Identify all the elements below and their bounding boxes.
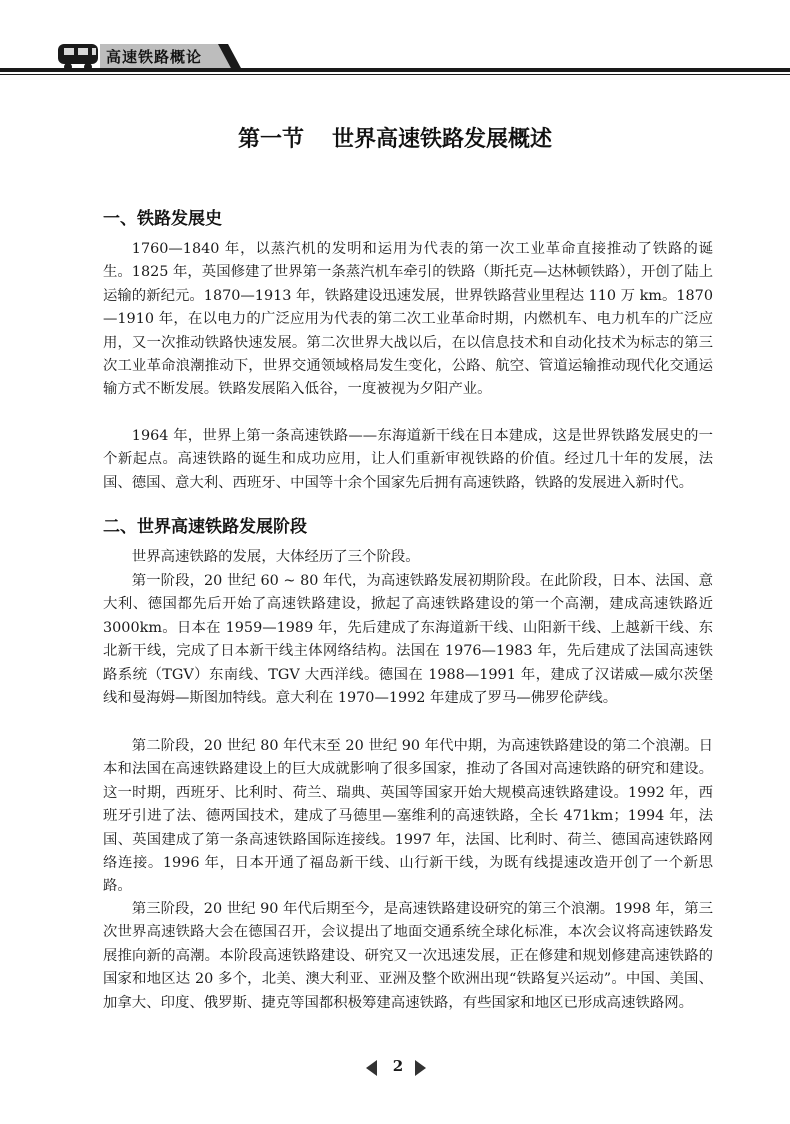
book-title: 高速铁路概论 xyxy=(106,48,203,66)
paragraph: 1760—1840 年，以蒸汽机的发明和运用为代表的第一次工业革命直接推动了铁路的诞生。1825 年，英国修建了世界第一条蒸汽机车牵引的铁路（斯托克—达林顿铁路），开创了陆上运输的新纪元。1870—1913 年，铁路建设迅速发展，世界铁路营业里程达 110 万 km。1870—1910 年，在以电力的广泛应用为代表的第二次工业革命时期，内燃机车、电力机车的广泛应用，又一次推动铁路快速发展。第二次世界大战以后，在以信息技术和自动化技术为标志的第三次工业革命浪潮推动下，世界交通领域格局发生变化，公路、航空、管道运输推动现代化交通运输方式不断发展。铁路发展陷入低谷，一度被视为夕阳产业。 xyxy=(103,241,713,398)
subheading-hsr-stages: 二、世界高速铁路发展阶段 xyxy=(103,517,307,537)
paragraph: 1964 年，世界上第一条高速铁路——东海道新干线在日本建成，这是世界铁路发展史的一个新起点。高速铁路的诞生和成功应用，让人们重新审视铁路的价值。经过几十年的发展，法国、德国、意大利、西班牙、中国等十余个国家先后拥有高速铁路，铁路的发展进入新时代。 xyxy=(103,428,713,491)
paragraph: 第三阶段，20 世纪 90 年代后期至今，是高速铁路建设研究的第三个浪潮。1998 年，第三次世界高速铁路大会在德国召开，会议提出了地面交通系统全球化标准，本次会议将高速铁路发展推向新的高潮。本阶段高速铁路建设、研究又一次迅速发展，正在修建和规划修建高速铁路的国家和地区达 20 多个，北美、澳大利亚、亚洲及整个欧洲出现“铁路复兴运动”。中国、美国、加拿大、印度、俄罗斯、捷克等国都积极筹建高速铁路，有些国家和地区已形成高速铁路网。 xyxy=(103,901,713,1011)
triangle-right-icon xyxy=(415,1060,426,1076)
triangle-left-icon xyxy=(366,1060,377,1076)
subheading-railway-history: 一、铁路发展史 xyxy=(103,209,222,229)
paragraph: 第一阶段，20 世纪 60 ~ 80 年代，为高速铁路发展初期阶段。在此阶段，日本、法国、意大利、德国都先后开始了高速铁路建设，掀起了高速铁路建设的第一个高潮，建成高速铁路近 3000km。日本在 1959—1989 年，先后建成了东海道新干线、山阳新干线、上越新干线、东北新干线，完成了日本新干线主体网络结构。法国在 1976—1983 年，先后建成了法国高速铁路系统（TGV）东南线、TGV 大西洋线。德国在 1988—1991 年，建成了汉诺威—威尔茨堡线和曼海姆—斯图加特线。意大利在 1970—1992 年建成了罗马—佛罗伦萨线。 xyxy=(103,573,713,707)
header-rule-thin xyxy=(0,74,790,75)
section-number: 第一节 xyxy=(237,127,304,152)
train-icon xyxy=(56,38,104,72)
page-header xyxy=(0,0,790,80)
page-number: 2 xyxy=(392,1057,404,1075)
paragraph: 世界高速铁路的发展，大体经历了三个阶段。 xyxy=(131,549,420,565)
section-title xyxy=(0,122,790,153)
header-rule xyxy=(0,68,790,72)
paragraph: 第二阶段，20 世纪 80 年代末至 20 世纪 90 年代中期，为高速铁路建设的第二个浪潮。日本和法国在高速铁路建设上的巨大成就影响了很多国家，推动了各国对高速铁路的研究和建设。这一时期，西班牙、比利时、荷兰、瑞典、英国等国家开始大规模高速铁路建设。1992 年，西班牙引进了法、德两国技术，建成了马德里—塞维利的高速铁路，全长 471km；1994 年，法国、英国建成了第一条高速铁路国际连接线。1997 年，法国、比利时、荷兰、德国高速铁路网络连接。1996 年，日本开通了福岛新干线、山行新干线，为既有线提速改造开创了一个新思路。 xyxy=(103,738,713,895)
section-title-text: 世界高速铁路发展概述 xyxy=(332,127,553,152)
